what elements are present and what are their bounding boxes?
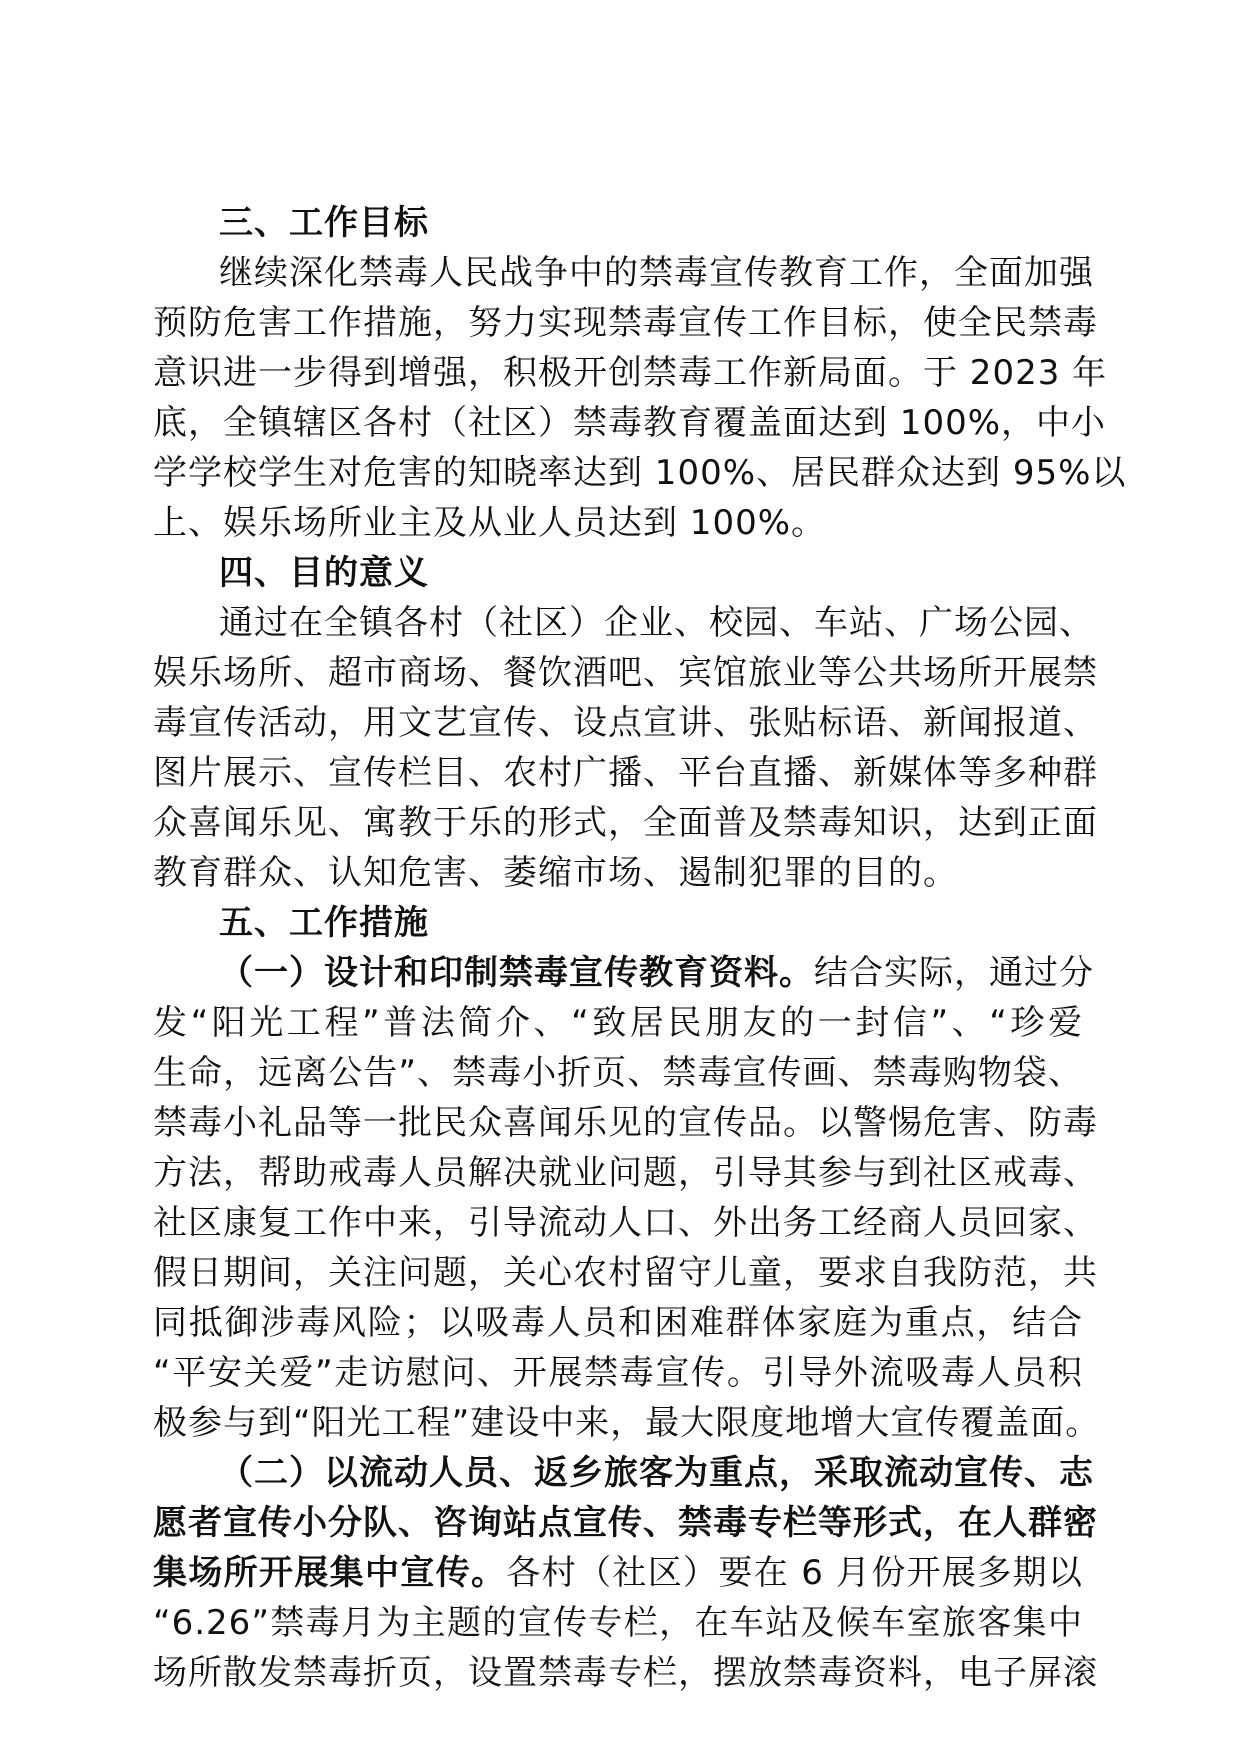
section-heading-purpose: 四、目的意义 <box>219 553 429 593</box>
measure-two-title-end: 集场所开展集中宣传。 <box>153 1553 507 1593</box>
paragraph-line: 众喜闻乐见、寓教于乐的形式，全面普及禁毒知识，达到正面 <box>153 803 1098 843</box>
paragraph-line: 生命，远离公告”、禁毒小折页、禁毒宣传画、禁毒购物袋、 <box>153 1053 1083 1093</box>
section-heading-goals: 三、工作目标 <box>219 203 429 243</box>
measure-one-first-line <box>153 948 1094 998</box>
measure-two-title-line: （二）以流动人员、返乡旅客为重点，采取流动宣传、志 <box>219 1453 1094 1493</box>
paragraph-line: 通过在全镇各村（社区）企业、校园、车站、广场公园、 <box>219 603 1094 643</box>
paragraph-line: 假日期间，关注问题，关心农村留守儿童，要求自我防范，共 <box>153 1253 1098 1293</box>
paragraph-line: 图片展示、宣传栏目、农村广播、平台直播、新媒体等多种群 <box>153 753 1098 793</box>
paragraph-line: 继续深化禁毒人民战争中的禁毒宣传教育工作，全面加强 <box>219 253 1094 293</box>
measure-one-title: （一）设计和印制禁毒宣传教育资料。 <box>219 953 814 993</box>
paragraph-line: 预防危害工作措施，努力实现禁毒宣传工作目标，使全民禁毒 <box>153 303 1098 343</box>
paragraph-line: 学学校学生对危害的知晓率达到 100%、居民群众达到 95%以 <box>153 453 1127 493</box>
paragraph-line: 娱乐场所、超市商场、餐饮酒吧、宾馆旅业等公共场所开展禁 <box>153 653 1098 693</box>
paragraph-line: “平安关爱”走访慰问、开展禁毒宣传。引导外流吸毒人员积 <box>153 1353 1083 1393</box>
paragraph-line: 毒宣传活动，用文艺宣传、设点宣讲、张贴标语、新闻报道、 <box>153 703 1098 743</box>
paragraph-line: 上、娱乐场所业主及从业人员达到 100%。 <box>153 503 827 543</box>
measure-one-text: 结合实际，通过分 <box>814 953 1094 993</box>
paragraph-line: 禁毒小礼品等一批民众喜闻乐见的宣传品。以警惕危害、防毒 <box>153 1103 1098 1143</box>
paragraph-line: 社区康复工作中来，引导流动人口、外出务工经商人员回家、 <box>153 1203 1098 1243</box>
document-body <box>153 198 1127 1698</box>
paragraph-line: 底，全镇辖区各村（社区）禁毒教育覆盖面达到 100%，中小 <box>153 403 1107 443</box>
measure-two-text: 各村（社区）要在 6 月份开展多期以 <box>506 1553 1084 1593</box>
paragraph-line: 意识进一步得到增强，积极开创禁毒工作新局面。于 2023 年 <box>153 353 1108 393</box>
section-heading-measures: 五、工作措施 <box>219 903 429 943</box>
paragraph-line: 教育群众、认知危害、萎缩市场、遏制犯罪的目的。 <box>153 853 958 893</box>
paragraph-line: 极参与到“阳光工程”建设中来，最大限度地增大宣传覆盖面。 <box>153 1403 1101 1443</box>
paragraph-line: “6.26”禁毒月为主题的宣传专栏，在车站及候车室旅客集中 <box>153 1603 1083 1643</box>
paragraph-line: 场所散发禁毒折页，设置禁毒专栏，摆放禁毒资料，电子屏滚 <box>153 1653 1098 1693</box>
paragraph-line: 发“阳光工程”普法简介、“致居民朋友的一封信”、“珍爱 <box>153 1003 1083 1043</box>
measure-two-title-line: 愿者宣传小分队、咨询站点宣传、禁毒专栏等形式，在人群密 <box>153 1503 1098 1543</box>
paragraph-line: 同抵御涉毒风险；以吸毒人员和困难群体家庭为重点，结合 <box>153 1303 1083 1343</box>
paragraph-line: 方法，帮助戒毒人员解决就业问题，引导其参与到社区戒毒、 <box>153 1153 1098 1193</box>
measure-two-mixed-line <box>153 1548 1083 1598</box>
